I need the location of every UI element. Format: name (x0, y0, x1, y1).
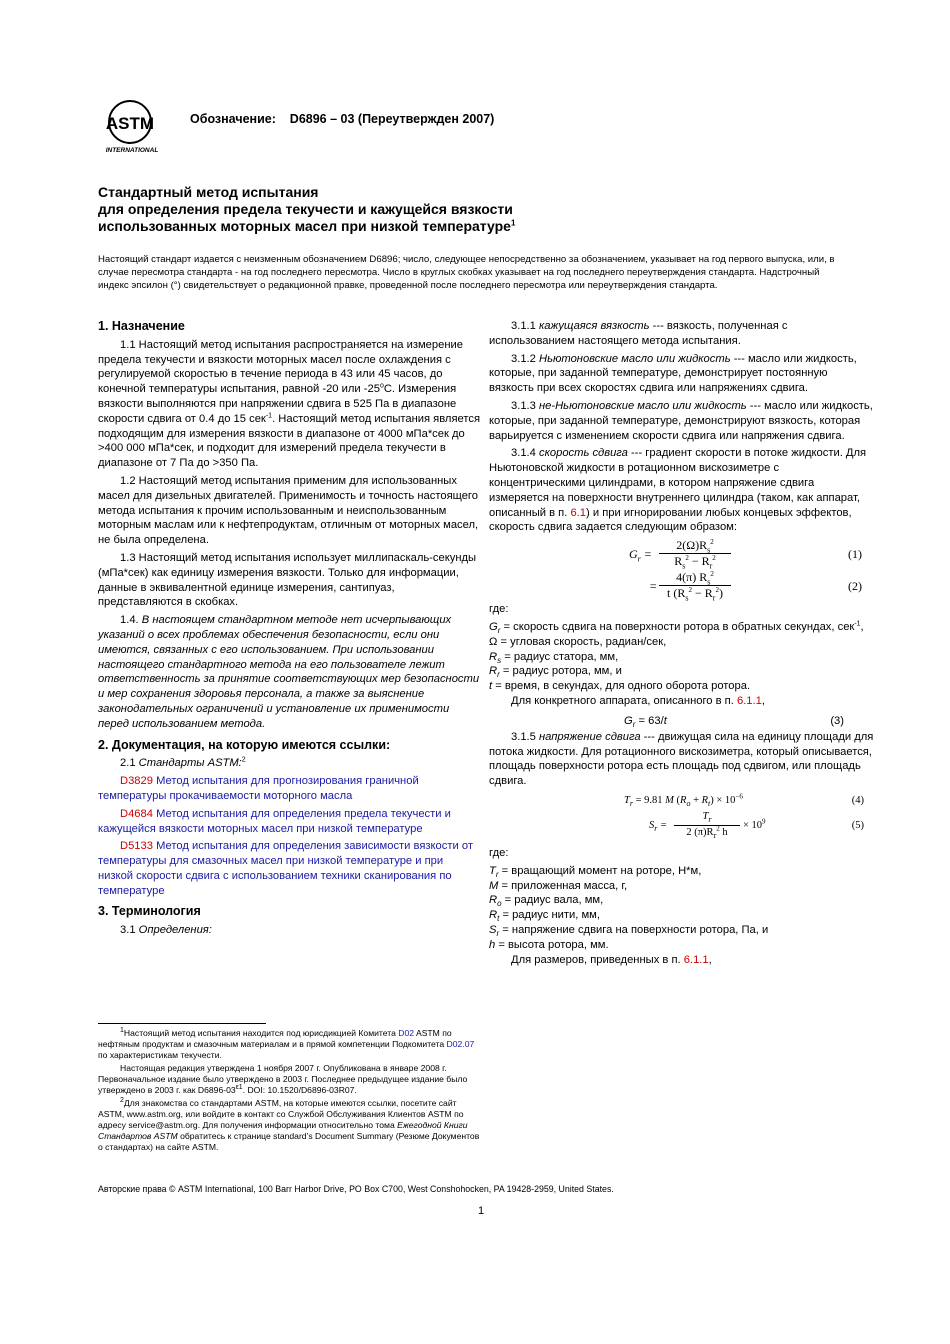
para-3-1: 3.1 Определения: (120, 924, 212, 937)
equation-5: $S_r$ = $\frac{T_r}{2 (\pi)R_r^2 h}$ × $10^9$ (5) (649, 810, 864, 840)
document-header (98, 100, 858, 160)
definitions-list-1 (489, 620, 874, 694)
para-2-1: 2.1 Стандарты ASTM:$^2$ (120, 756, 246, 770)
reference-item[interactable]: D3829 Метод испытания для прогнозирования граничной температуры прокачиваемости моторного масла (98, 775, 419, 802)
definition-item: $T_r$ = вращающий момент на роторе, Н*м, (489, 864, 702, 879)
definition-item: t = время, в секундах, для одного оборота ротора. (489, 680, 751, 693)
page-number: 1 (478, 1205, 485, 1217)
section-1-heading: 1. Назначение (98, 319, 185, 333)
reference-item[interactable]: D5133 Метод испытания для определения зависимости вязкости от температуры для смазочных масел при низкой температуре и при низкой скорости сдвига с использованием техники сканирования по температуре (98, 840, 473, 897)
section-link[interactable]: 6.1.1 (683, 953, 709, 966)
designation: Обозначение: D6896 – 03 (Переутвержден 2007) (190, 112, 495, 126)
document-title: Стандартный метод испытания для определения предела текучести и кажущейся вязкости использованных моторных масел при низкой температуре$^1$ (98, 184, 516, 234)
svg-text:INTERNATIONAL: INTERNATIONAL (105, 147, 159, 154)
para-3-1-4: 3.1.4 скорость сдвига --- градиент скорости в потоке жидкости. Для Ньютоновской жидкости в ротационном вискозиметре с концентрическими цилиндрами, в котором напряжение сдвига измеряется на поверхности внутреннего цилиндра (таком, как аппарат, описанный в п. 6.1) и при игнорировании любых концевых эффектов, скорость сдвига задается следующим образом: (489, 447, 867, 534)
equation-4: $T_r = 9.81$ M $(R_o + R_t) \times 10^{-6}$ (4) (624, 792, 864, 809)
footnote-1: $^1$Настоящий метод испытания находится под юрисдикцией Комитета D02 ASTM по нефтяным продуктам и смазочным материалам и в прямой компетенции Подкомитета D02.07 по характеристикам текучести. (98, 1027, 475, 1060)
footnote-divider (98, 1023, 266, 1024)
para-apparatus: Для конкретного аппарата, описанного в п. 6.1.1, (511, 694, 765, 707)
para-3-1-1: 3.1.1 кажущаяся вязкость --- вязкость, полученная с использованием настоящего метода испытания. (489, 320, 788, 347)
equation-1: $G_r$ = $\frac{2(\Omega)R_s^2}{R_s^2 - R_r^2}$ (1) (629, 538, 862, 571)
svg-text:ASTM: ASTM (105, 114, 155, 133)
definition-item: $S_r$ = напряжение сдвига на поверхности ротора, Па, и (489, 923, 769, 939)
para-1-2: 1.2 Настоящий метод испытания применим для использованных масел для дизельных двигателей. Применимость и точность настоящего метода испытания к прочим использованным и неиспользованным моторным маслам или к нефтепродуктам, отличным от моторных масел, не была определена. (98, 474, 479, 547)
para-3-1-3: 3.1.3 не-Ньютоновские масло или жидкость --- масло или жидкость, которые, при заданной температуре, демонстрируют вязкость, которая варьируется с изменением скорости сдвига или напряжения сдвига. (489, 399, 873, 442)
para-1-3: 1.3 Настоящий метод испытания использует миллипаскаль-секунды (мПа*сек) как единицу измерения вязкости. Только для информации, данные в эквивалентной единице измерения, сантипуаз, представляются в скобках. (98, 551, 477, 609)
section-link[interactable]: 6.1.1 (736, 694, 762, 707)
astm-logo (100, 100, 164, 160)
para-1-4: 1.4. В настоящем стандартном методе нет исчерпывающих указаний о всех проблемах обеспечения безопасности, если они имеются, связанных с его использованием. При использовании настоящего стандартного метода на его пользователе лежит ответственность за принятие соответствующих мер безопасности и мер сохранения здоровья персонала, а также за выяснение законодательных ограничений и установление их применимости перед использованием метода. (98, 614, 480, 730)
where-label: где: (489, 603, 509, 616)
definition-item: Ω = угловая скорость, радиан/сек, (489, 635, 667, 648)
reference-item[interactable]: D4684 Метод испытания для определения предела текучести и кажущейся вязкости моторных масел при низкой температуре (98, 807, 451, 835)
section-2-heading: 2. Документация, на которую имеются ссылки: (98, 737, 391, 752)
section-3-heading: 3. Терминология (98, 904, 201, 919)
definition-item: $R_o$ = радиус вала, мм, (489, 894, 604, 909)
section-link[interactable]: 6.1 (570, 506, 586, 519)
definition-item: M = приложенная масса, г, (489, 879, 628, 892)
footnote-2: $^2$Для знакомства со стандартами ASTM, на которые имеются ссылки, посетите сайт ASTM, www.astm.org, или войдите в контакт со Службой Обслуживания Клиентов ASTM по адресу service@astm.org. Для получения информации относительно тома Ежегодной Книги Стандартов ASTM обратитесь к странице standard’s Document Summary (Резюме Документов о стандартах) на сайте ASTM. (98, 1097, 480, 1152)
footnote-edition: Настоящая редакция утверждена 1 ноября 2007 г. Опубликована в январе 2008 г. Первоначальное издание было утверждено в 2003 г. Последнее предыдущее издание было утверждено в 2003 г. как $D6896-03^{\varepsilon 1}$. DOI: 10.1520/D6896-03R07. (98, 1063, 468, 1095)
para-3-1-2: 3.1.2 Ньютоновские масло или жидкость --- масло или жидкость, которые, при заданной температуре, демонстрирует постоянную вязкость при всех скоростях сдвига или напряжениях сдвига. (489, 352, 857, 395)
para-3-1-5: 3.1.5 напряжение сдвига --- движущая сила на единицу площади для потока жидкости. Для ротационного вискозиметра, который описывается, площадь поверхности ротора есть площадь под сдвигом, или площадь сдвига. (489, 730, 874, 788)
where-label: где: (489, 846, 509, 859)
para-1-1: 1.1 Настоящий метод испытания распространяется на измерение предела текучести и вязкости моторных масел после охлаждения с регулируемой скоростью в течение периода в 43 или 45 часов, до конечной температуры испытания, равной -20 или -25$^o$C. Измерения вязкости выполняются при напряжении сдвига в 525 Па в диапазоне скорости сдвига от 0.4 до 15 сек$^{-1}$. Настоящий метод испытания является подходящим для измерения вязкости в диапазоне от 4000 мПа*сек до >400 000 мПа*сек, и подходит для измерений предела текучести в диапазоне от 7 Па до >350 Па. (98, 338, 481, 470)
definitions-list-2 (489, 864, 874, 953)
equation-3: $G_r = 63/t$ (3) (624, 714, 844, 729)
definition-item: $R_s$ = радиус статора, мм, (489, 650, 619, 665)
subcommittee-link[interactable]: D02.07 (446, 1039, 475, 1049)
equation-2: = $\frac{4(\pi) R_s^2}{t (R_s^2 - R_r^2)}$ (2) (649, 570, 862, 603)
intro-paragraph: Настоящий стандарт издается с неизменным обозначением D6896; число, следующее непосредственно за обозначением, указывает на год первого выпуска, или, в случае пересмотра стандарта - на год последнего пересмотра. Число в круглых скобках указывает на год последнего переутверждения стандарта. Надстрочный индекс эпсилон (°) свидетельствует о редакционной правке, проведенной после последнего пересмотра или переутверждения стандарта. (98, 254, 835, 291)
footnotes (98, 1028, 480, 1155)
definition-item: $R_t$ = радиус нити, мм, (489, 909, 600, 924)
left-column (98, 319, 480, 941)
copyright-notice: Авторские права © ASTM International, 100 Barr Harbor Drive, PO Box C700, West Conshohocken, PA 19428-2959, United States. (98, 1184, 614, 1194)
committee-link[interactable]: D02 (398, 1028, 415, 1038)
definition-item: $G_r$ = скорость сдвига на поверхности ротора в обратных секундах, сек$^{-1}$, (489, 620, 864, 636)
para-dimensions: Для размеров, приведенных в п. 6.1.1, (511, 953, 712, 966)
definition-item: h = высота ротора, мм. (489, 938, 609, 951)
definition-item: $R_r$ = радиус ротора, мм, и (489, 665, 622, 680)
right-column (489, 319, 874, 970)
